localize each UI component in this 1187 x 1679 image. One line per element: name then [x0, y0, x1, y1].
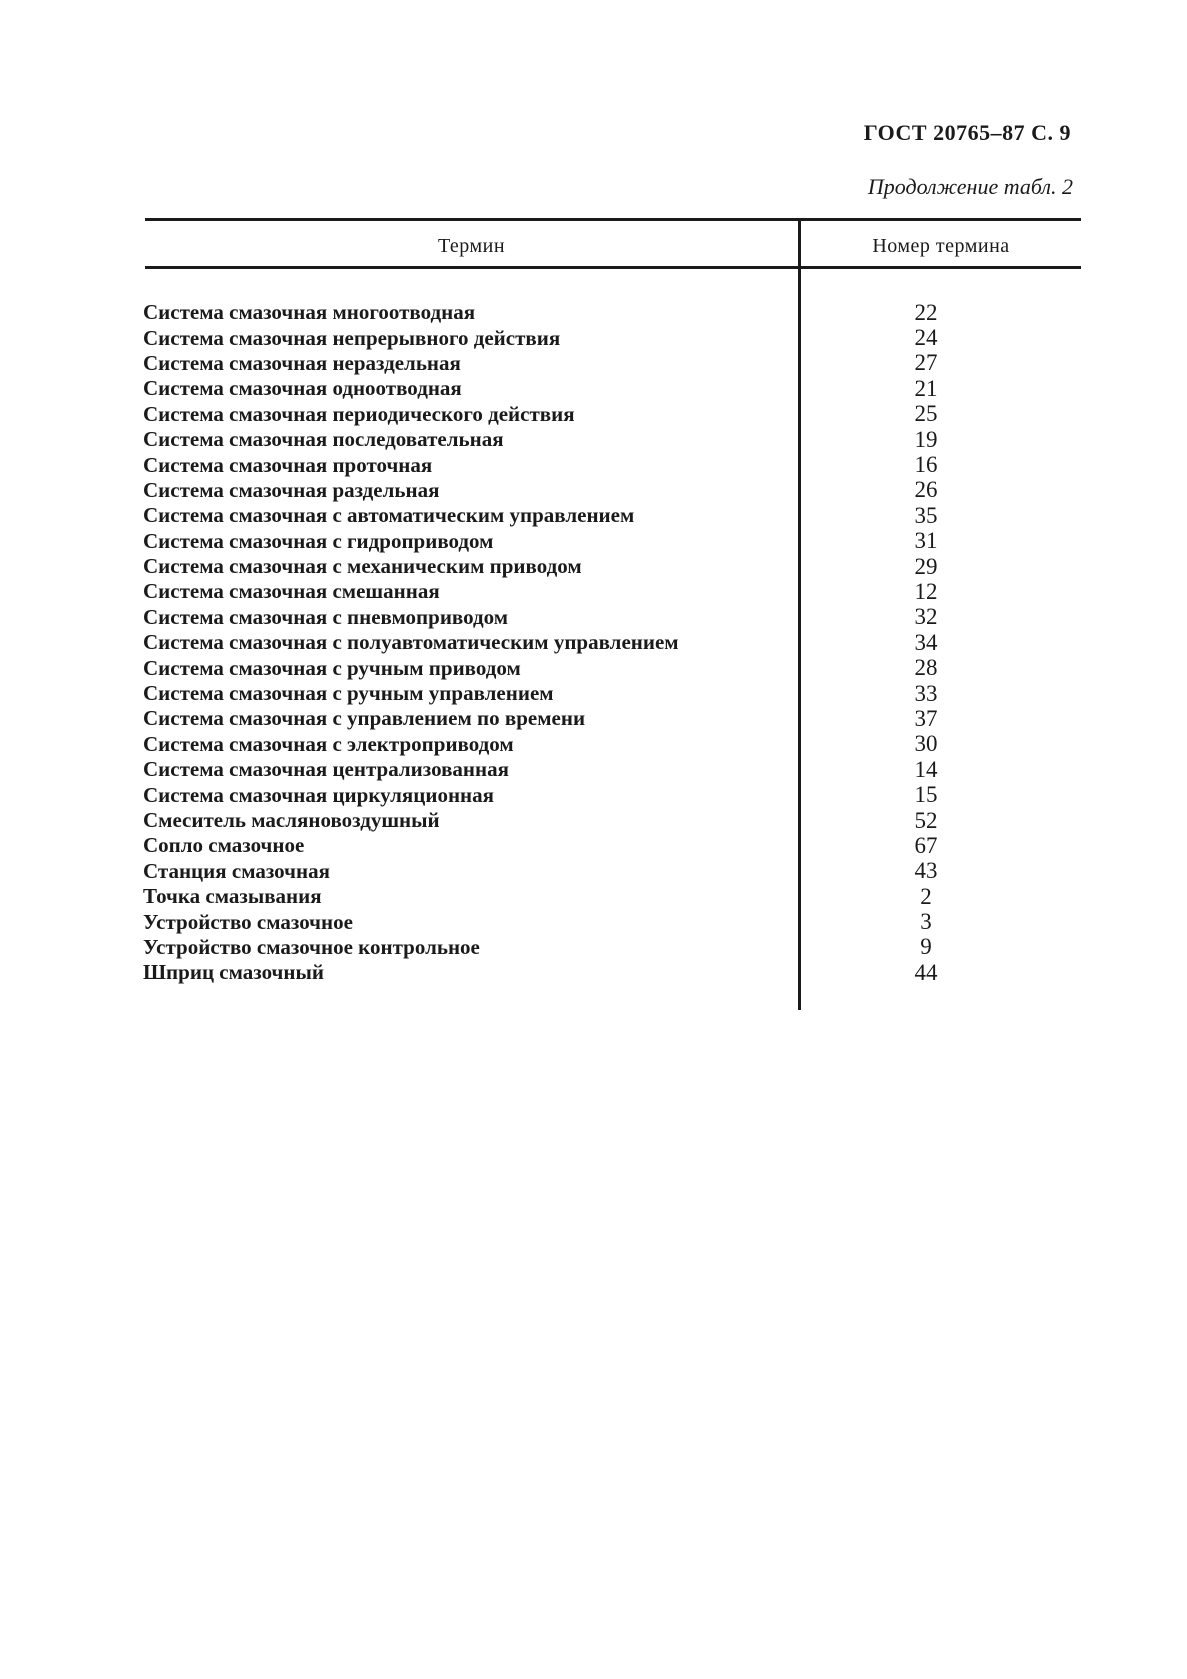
table-row — [143, 427, 1081, 452]
term-cell: Система смазочная многоотводная — [143, 300, 476, 325]
term-cell: Система смазочная раздельная — [143, 477, 440, 502]
term-number-cell: 31 — [914, 528, 938, 554]
term-number-cell: 28 — [914, 655, 938, 681]
term-cell: Система смазочная проточная — [143, 452, 433, 477]
table-row — [143, 605, 1081, 630]
term-number-cell: 67 — [914, 832, 938, 858]
term-cell: Система смазочная с управлением по времени — [143, 706, 586, 731]
page-header-standard: ГОСТ 20765–87 С. 9 — [863, 120, 1071, 145]
table-row — [143, 630, 1081, 655]
table-row — [143, 452, 1081, 477]
term-cell: Система смазочная с электроприводом — [143, 731, 514, 756]
term-cell: Станция смазочная — [143, 858, 330, 883]
term-cell: Система смазочная одноотводная — [143, 376, 462, 401]
table-row — [143, 706, 1081, 731]
table-row — [143, 579, 1081, 604]
term-cell: Система смазочная периодического действия — [143, 401, 575, 426]
table-header-rule — [145, 266, 1081, 269]
table-row — [143, 554, 1081, 579]
term-number-cell: 32 — [914, 604, 938, 630]
table-row — [143, 402, 1081, 427]
table-row — [143, 833, 1081, 858]
table-top-rule — [145, 218, 1081, 221]
term-cell: Устройство смазочное — [143, 909, 353, 934]
term-cell: Система смазочная централизованная — [143, 757, 509, 782]
term-cell: Система смазочная смешанная — [143, 579, 440, 604]
term-cell: Система смазочная непрерывного действия — [143, 325, 561, 350]
term-number-cell: 2 — [920, 883, 932, 909]
table-row — [143, 808, 1081, 833]
table-body — [143, 300, 1081, 986]
table-row — [143, 884, 1081, 909]
term-number-cell: 26 — [914, 477, 938, 503]
column-header-number: Номер термина — [872, 234, 1010, 257]
table-row — [143, 655, 1081, 680]
term-cell: Система смазочная последовательная — [143, 427, 504, 452]
table-row — [143, 757, 1081, 782]
term-cell: Система смазочная с пневмоприводом — [143, 604, 509, 629]
term-cell: Система смазочная с механическим приводом — [143, 554, 582, 579]
table-row — [143, 503, 1081, 528]
table-row — [143, 300, 1081, 325]
term-number-cell: 29 — [914, 553, 938, 579]
column-header-term: Термин — [437, 234, 506, 257]
term-cell: Устройство смазочное контрольное — [143, 934, 480, 959]
term-number-cell: 33 — [914, 680, 938, 706]
table-row — [143, 376, 1081, 401]
term-cell: Система смазочная с ручным приводом — [143, 655, 521, 680]
term-number-cell: 52 — [914, 807, 938, 833]
term-cell: Система смазочная с полуавтоматическим управлением — [143, 630, 679, 655]
term-number-cell: 37 — [914, 705, 938, 731]
term-cell: Система смазочная с ручным управлением — [143, 681, 554, 706]
table-row — [143, 351, 1081, 376]
term-cell: Система смазочная с автоматическим управлением — [143, 503, 635, 528]
term-cell: Сопло смазочное — [143, 833, 305, 858]
term-number-cell: 12 — [914, 579, 938, 604]
term-number-cell: 21 — [914, 375, 938, 401]
table-caption: Продолжение табл. 2 — [867, 174, 1073, 199]
term-number-cell: 3 — [920, 909, 932, 935]
term-number-cell: 22 — [914, 299, 938, 325]
table-row — [143, 681, 1081, 706]
term-cell: Точка смазывания — [143, 884, 322, 909]
table-row — [143, 782, 1081, 807]
term-number-cell: 27 — [914, 350, 938, 376]
table-row — [143, 325, 1081, 350]
term-number-cell: 34 — [914, 629, 938, 655]
term-number-cell: 25 — [914, 401, 938, 427]
term-number-cell: 44 — [914, 959, 938, 985]
term-number-cell: 35 — [914, 502, 938, 528]
term-number-cell: 30 — [914, 731, 938, 757]
table-row — [143, 909, 1081, 934]
term-number-cell: 19 — [914, 426, 938, 452]
term-cell: Смеситель масляновоздушный — [143, 808, 440, 832]
term-number-cell: 16 — [914, 452, 938, 478]
table-row — [143, 529, 1081, 554]
term-cell: Система смазочная с гидроприводом — [143, 528, 494, 553]
table-row — [143, 859, 1081, 884]
term-number-cell: 9 — [920, 934, 932, 960]
term-number-cell: 15 — [914, 782, 938, 808]
term-number-cell: 14 — [914, 756, 938, 782]
table-row — [143, 935, 1081, 960]
term-number-cell: 24 — [914, 325, 938, 351]
table-row — [143, 732, 1081, 757]
term-cell: Система смазочная циркуляционная — [143, 782, 495, 807]
table-row — [143, 478, 1081, 503]
term-number-cell: 43 — [914, 858, 938, 884]
term-cell: Система смазочная нераздельная — [143, 350, 461, 375]
table-row — [143, 960, 1081, 985]
term-cell: Шприц смазочный — [143, 960, 324, 985]
